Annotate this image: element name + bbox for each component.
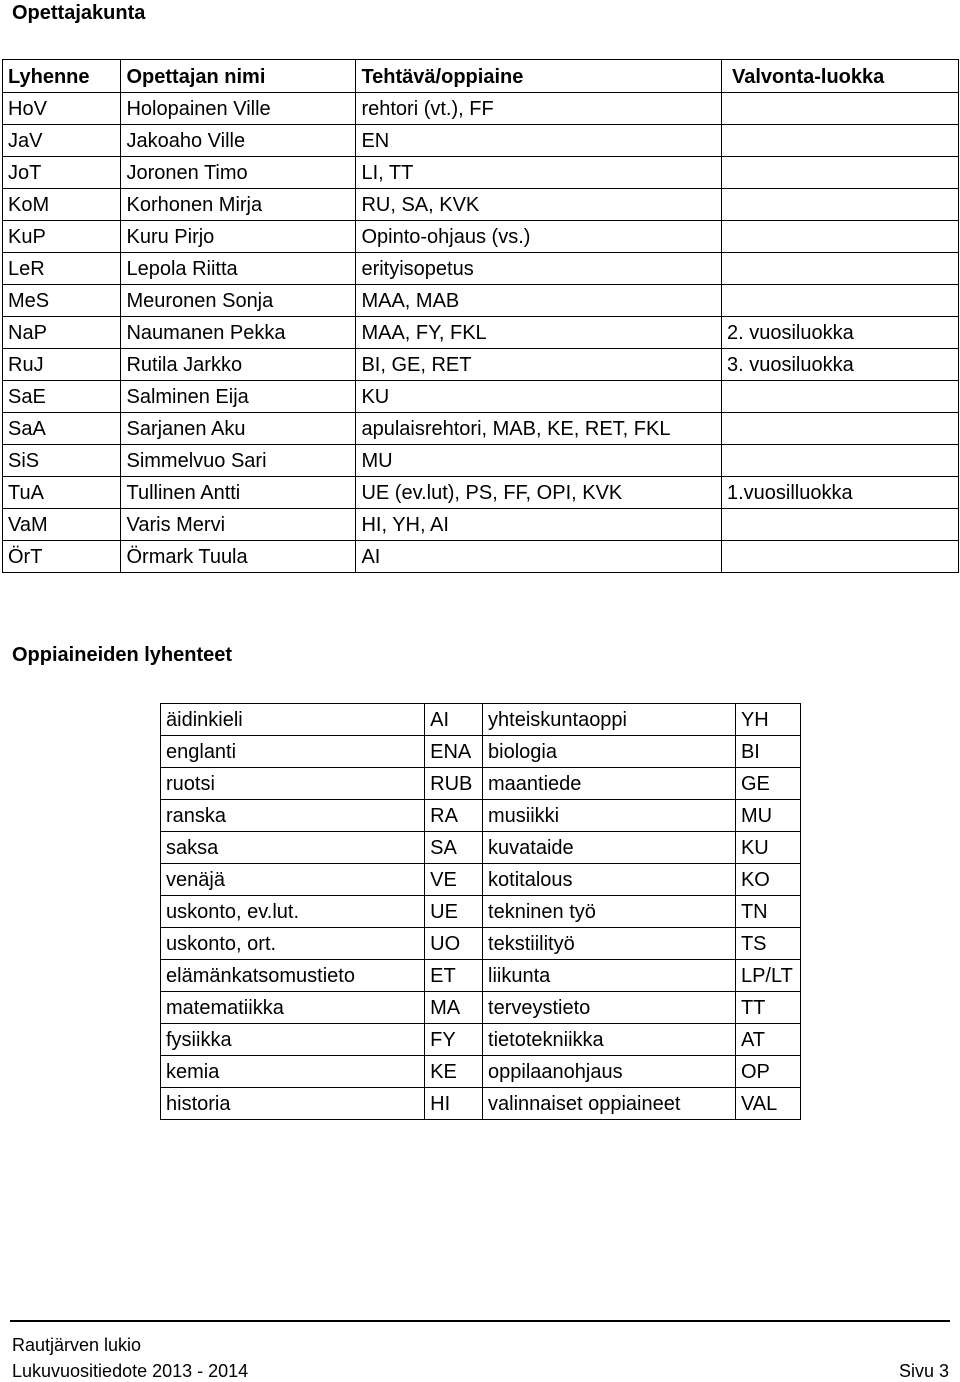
teacher-abbreviation: LeR: [3, 253, 121, 285]
teacher-subjects: LI, TT: [356, 157, 722, 189]
subject-row: [161, 1024, 801, 1056]
teacher-abbreviation: MeS: [3, 285, 121, 317]
teacher-row: [3, 445, 959, 477]
teacher-name: Rutila Jarkko: [121, 349, 356, 381]
teacher-name: Salminen Eija: [121, 381, 356, 413]
subject-name: musiikki: [483, 800, 736, 832]
teacher-abbreviation: HoV: [3, 93, 121, 125]
teacher-subjects: Opinto-ohjaus (vs.): [356, 221, 722, 253]
teacher-table-body: [3, 93, 959, 573]
teacher-supervision-class: [721, 189, 958, 221]
subject-code: FY: [425, 1024, 483, 1056]
teacher-row: [3, 125, 959, 157]
subject-code: LP/LT: [735, 960, 800, 992]
teacher-subjects: rehtori (vt.), FF: [356, 93, 722, 125]
subject-name: äidinkieli: [161, 704, 425, 736]
subject-row: [161, 832, 801, 864]
teacher-name: Sarjanen Aku: [121, 413, 356, 445]
subject-row: [161, 704, 801, 736]
subject-name: uskonto, ort.: [161, 928, 425, 960]
subject-row: [161, 928, 801, 960]
subject-row: [161, 800, 801, 832]
subject-name: kemia: [161, 1056, 425, 1088]
teacher-supervision-class: [721, 253, 958, 285]
subject-code: KE: [425, 1056, 483, 1088]
teacher-row: [3, 221, 959, 253]
teacher-subjects: MU: [356, 445, 722, 477]
teacher-abbreviation: ÖrT: [3, 541, 121, 573]
subject-name: valinnaiset oppiaineet: [483, 1088, 736, 1120]
teacher-row: [3, 285, 959, 317]
footer-page-number: Sivu 3: [898, 1361, 949, 1381]
teacher-supervision-class: [721, 381, 958, 413]
subject-code: VAL: [735, 1088, 800, 1120]
teacher-subjects: erityisopetus: [356, 253, 722, 285]
teacher-subjects: MAA, FY, FKL: [356, 317, 722, 349]
subject-code: TN: [735, 896, 800, 928]
subject-code: ENA: [425, 736, 483, 768]
teacher-supervision-class: [721, 541, 958, 573]
subject-code: AT: [735, 1024, 800, 1056]
teacher-table: [2, 59, 959, 573]
teacher-supervision-class: [721, 285, 958, 317]
teacher-table-header-row: [3, 60, 959, 93]
teacher-subjects: EN: [356, 125, 722, 157]
subject-table-body: [161, 704, 801, 1120]
subject-code: HI: [425, 1088, 483, 1120]
teacher-name: Holopainen Ville: [121, 93, 356, 125]
teacher-name: Varis Mervi: [121, 509, 356, 541]
subject-code: BI: [735, 736, 800, 768]
teacher-row: [3, 349, 959, 381]
subject-code: AI: [425, 704, 483, 736]
column-header-teacher-name: Opettajan nimi: [121, 60, 356, 93]
teacher-abbreviation: KuP: [3, 221, 121, 253]
subject-code: RA: [425, 800, 483, 832]
subject-name: tekninen työ: [483, 896, 736, 928]
subject-name: elämänkatsomustieto: [161, 960, 425, 992]
teacher-supervision-class: [721, 445, 958, 477]
subject-code: TT: [735, 992, 800, 1024]
teacher-name: Tullinen Antti: [121, 477, 356, 509]
teacher-row: [3, 381, 959, 413]
teacher-supervision-class: [721, 221, 958, 253]
subject-name: ranska: [161, 800, 425, 832]
subject-name: uskonto, ev.lut.: [161, 896, 425, 928]
teacher-name: Örmark Tuula: [121, 541, 356, 573]
subject-name: tekstiilityö: [483, 928, 736, 960]
teacher-supervision-class: 2. vuosiluokka: [721, 317, 958, 349]
subject-abbreviation-table: [160, 703, 801, 1120]
subject-name: fysiikka: [161, 1024, 425, 1056]
teacher-name: Korhonen Mirja: [121, 189, 356, 221]
teacher-subjects: HI, YH, AI: [356, 509, 722, 541]
subject-code: RUB: [425, 768, 483, 800]
subjects-heading: Oppiaineiden lyhenteet: [12, 644, 233, 666]
teacher-row: [3, 189, 959, 221]
teacher-supervision-class: 3. vuosiluokka: [721, 349, 958, 381]
teacher-abbreviation: JaV: [3, 125, 121, 157]
subject-name: oppilaanohjaus: [483, 1056, 736, 1088]
teacher-row: [3, 509, 959, 541]
subject-row: [161, 992, 801, 1024]
subject-name: biologia: [483, 736, 736, 768]
teacher-row: [3, 477, 959, 509]
subject-code: UE: [425, 896, 483, 928]
teacher-abbreviation: RuJ: [3, 349, 121, 381]
teacher-abbreviation: JoT: [3, 157, 121, 189]
subject-name: kuvataide: [483, 832, 736, 864]
subject-row: [161, 896, 801, 928]
subject-name: maantiede: [483, 768, 736, 800]
teacher-supervision-class: [721, 93, 958, 125]
subject-code: KO: [735, 864, 800, 896]
teacher-name: Kuru Pirjo: [121, 221, 356, 253]
subject-code: UO: [425, 928, 483, 960]
subject-code: MU: [735, 800, 800, 832]
teacher-row: [3, 253, 959, 285]
teacher-name: Meuronen Sonja: [121, 285, 356, 317]
teacher-subjects: apulaisrehtori, MAB, KE, RET, FKL: [356, 413, 722, 445]
subject-code: TS: [735, 928, 800, 960]
teacher-name: Joronen Timo: [121, 157, 356, 189]
teacher-name: Jakoaho Ville: [121, 125, 356, 157]
subject-code: VE: [425, 864, 483, 896]
footer-school-name: Rautjärven lukio: [12, 1335, 142, 1355]
teacher-abbreviation: SiS: [3, 445, 121, 477]
teacher-supervision-class: [721, 509, 958, 541]
subject-name: tietotekniikka: [483, 1024, 736, 1056]
subject-row: [161, 736, 801, 768]
subject-name: matematiikka: [161, 992, 425, 1024]
subject-row: [161, 768, 801, 800]
teacher-name: Lepola Riitta: [121, 253, 356, 285]
teacher-subjects: RU, SA, KVK: [356, 189, 722, 221]
teacher-abbreviation: NaP: [3, 317, 121, 349]
teacher-name: Naumanen Pekka: [121, 317, 356, 349]
subject-name: venäjä: [161, 864, 425, 896]
subject-code: GE: [735, 768, 800, 800]
teacher-supervision-class: [721, 157, 958, 189]
subject-name: englanti: [161, 736, 425, 768]
subject-name: historia: [161, 1088, 425, 1120]
subject-code: OP: [735, 1056, 800, 1088]
subject-code: YH: [735, 704, 800, 736]
teacher-row: [3, 541, 959, 573]
subject-name: liikunta: [483, 960, 736, 992]
teacher-subjects: AI: [356, 541, 722, 573]
teacher-supervision-class: [721, 413, 958, 445]
subject-name: kotitalous: [483, 864, 736, 896]
footer-document-title: Lukuvuositiedote 2013 - 2014: [12, 1361, 249, 1381]
subject-code: MA: [425, 992, 483, 1024]
teacher-abbreviation: SaA: [3, 413, 121, 445]
teacher-subjects: BI, GE, RET: [356, 349, 722, 381]
teacher-abbreviation: VaM: [3, 509, 121, 541]
subject-name: terveystieto: [483, 992, 736, 1024]
teacher-subjects: UE (ev.lut), PS, FF, OPI, KVK: [356, 477, 722, 509]
subject-row: [161, 960, 801, 992]
subject-row: [161, 1088, 801, 1120]
teacher-supervision-class: 1.vuosilluokka: [721, 477, 958, 509]
teacher-name: Simmelvuo Sari: [121, 445, 356, 477]
teacher-row: [3, 413, 959, 445]
subject-code: ET: [425, 960, 483, 992]
column-header-subject: Tehtävä/oppiaine: [356, 60, 722, 93]
teacher-abbreviation: KoM: [3, 189, 121, 221]
subject-code: KU: [735, 832, 800, 864]
teachers-heading: Opettajakunta: [12, 2, 146, 24]
teacher-abbreviation: SaE: [3, 381, 121, 413]
subject-name: ruotsi: [161, 768, 425, 800]
teacher-abbreviation: TuA: [3, 477, 121, 509]
teacher-subjects: KU: [356, 381, 722, 413]
teacher-row: [3, 317, 959, 349]
footer-divider: [10, 1320, 950, 1322]
subject-name: yhteiskuntaoppi: [483, 704, 736, 736]
subject-row: [161, 864, 801, 896]
teacher-row: [3, 93, 959, 125]
column-header-abbreviation: Lyhenne: [3, 60, 121, 93]
subject-row: [161, 1056, 801, 1088]
subject-code: SA: [425, 832, 483, 864]
teacher-subjects: MAA, MAB: [356, 285, 722, 317]
teacher-supervision-class: [721, 125, 958, 157]
column-header-supervision-class: Valvonta-luokka: [721, 60, 958, 93]
subject-name: saksa: [161, 832, 425, 864]
teacher-row: [3, 157, 959, 189]
